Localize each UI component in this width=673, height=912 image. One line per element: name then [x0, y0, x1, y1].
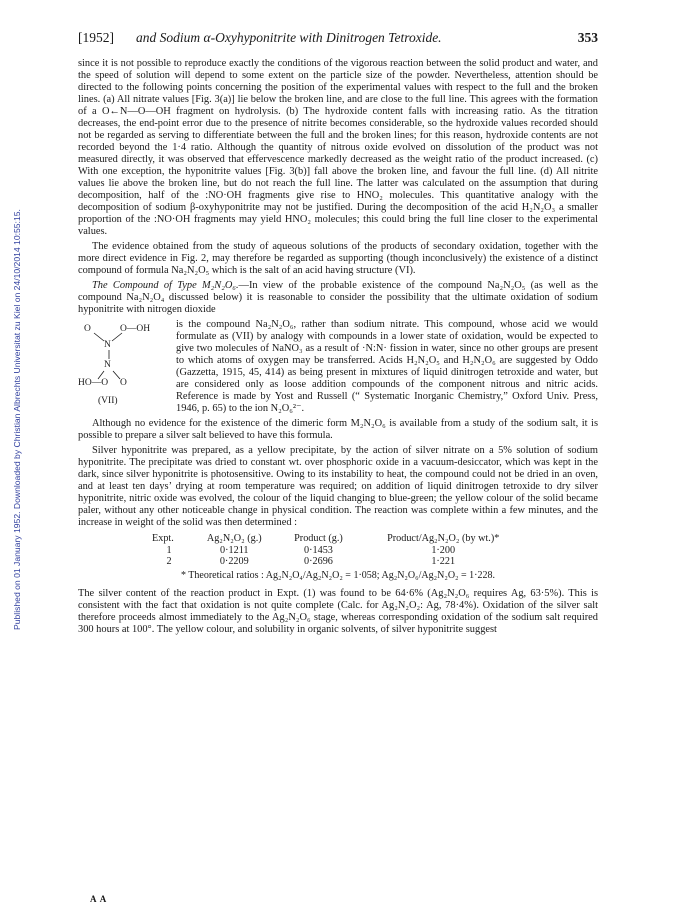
atom-o-bottom-right: O [120, 378, 127, 388]
col-ratio: Product/Ag₂N₂O₂ (by wt.)* [387, 533, 500, 544]
atom-n-top: N [104, 340, 111, 350]
table-footnote: * Theoretical ratios : Ag₂N₂O₄/Ag₂N₂O₂ = 1·058; Ag₂N₂O₆/Ag₂N₂O₂ = 1·228. [180, 569, 495, 581]
signature-mark: A A [90, 894, 108, 904]
atom-n-bottom: N [104, 360, 111, 370]
page-number: 353 [577, 30, 598, 45]
structure-label: (VII) [98, 396, 118, 406]
paragraph-experimental: Silver hyponitrite was prepared, as a yellow precipitate, by the action of silver nitrate on a 5% solution of sodium hyponitrite. The precipitate was dried to constant wt. over phosphoric oxide in a vacuum-desiccator, which was kept in the dark, since silver hyponitrite is photosensitive. Owing to its instability to heat, the compound could not be dried in an oven, and at least ten days’ drying at room temperature was required; on addition of liquid dinitrogen tetroxide to dry silver hyponitrite, nitric oxide was evolved, the colour of the liquid changing to blue-green; the yellow colour of the solid became paler, without any other noticeable change in physical condition. The reaction was complete within a few minutes, and the increase in weight of the solid was then determined : [78, 445, 598, 528]
download-watermark [2, 110, 22, 630]
header-year: [1952] [78, 30, 114, 45]
table-cell: 0·2696 [304, 556, 333, 567]
table-cell: 1·221 [431, 556, 456, 567]
running-header [78, 30, 598, 48]
section-lead: —In view of the probable existence of the compound Na₂N₂O₅ (as well as the compound Na₂N₂O₄ discussed below) it is reasonable to consider the possibility that the ultimate oxidation of sodium hyponitrite with nitrogen dioxide [78, 280, 598, 315]
table-cell: 0·1453 [304, 544, 333, 556]
col-product: Product (g.) [294, 533, 343, 544]
table-cell: 0·1211 [220, 544, 249, 556]
article-body [78, 58, 598, 639]
paragraph-silver-content: The silver content of the reaction product in Expt. (1) was found to be 64·6% (Ag₂N₂O₆ requires Ag, 63·5%). This is consistent with the fact that oxidation is not quite complete (Calc. for Ag₂N₂O₂: Ag, 78·4%). Oxidation of the silver salt therefore proceeds almost immediately to the Ag₂N₂O₆ stage, whereas corresponding oxidation of the sodium salt required 300 hours at 100°. The yellow colour, and solubility in organic solvents, of silver hyponitrite suggest [78, 587, 598, 635]
atom-ho-o: HO—O [78, 378, 109, 388]
section-heading: The Compound of Type M₂N₂O₆. [92, 280, 239, 291]
atom-o-top-left: O [84, 324, 91, 334]
paragraph-compound-rest: is the compound Na₂N₂O₆, rather than sodium nitrate. This compound, whose acid we would formulate as (VII) by analogy with compounds in a lower state of oxidation, would be expected to give two molecules of NaNO₃ as a result of ·N:N· fission in water, since no other groups are present to which atoms of oxygen may be transferred. Acids H₂N₂O₅ and H₂N₂O₆ are suggested by Oddo (Gazzetta, 1915, 45, 414) as being present in mixtures of liquid dinitrogen tetroxide and water, but are considered only as loose addition compounds of the component nitrous and nitric acids. Reference is made by Yost and Russell (“ Systematic Inorganic Chemistry,” Oxford Univ. Press, 1946, p. 65) to the ion N₂O₆²⁻. [176, 319, 598, 414]
col-expt: Expt. [152, 533, 174, 544]
paragraph-silver-salt: Although no evidence for the existence of the dimeric form M₂N₂O₆ is available from a study of the sodium salt, it is possible to prepare a silver salt believed to have this formula. [78, 418, 598, 441]
table-cell: 1·200 [431, 544, 456, 556]
paragraph-evidence: The evidence obtained from the study of aqueous solutions of the products of secondary oxidation, together with the more direct evidence in Fig. 2, may therefore be regarded as supporting (though inconclusively) the existence of a distinct compound of formula Na₂N₂O₅ which is the salt of an acid having structure (VI). [78, 241, 598, 276]
paragraph-compound-type [78, 280, 598, 316]
table-cell: 1 [166, 544, 172, 556]
structure-vii-diagram [78, 321, 168, 413]
col-ag2n2o2: Ag₂N₂O₂ (g.) [206, 533, 262, 544]
paragraph-discussion: since it is not possible to reproduce exactly the conditions of the vigorous reaction between the solid product and water, and the speed of solution will depend to some extent on the particle size of the powder. Nevertheless, attention should be directed to the following points concerning the position of the experimental values with respect to the full and the broken lines. (a) All nitrate values [Fig. 3(a)] lie below the broken line, and are close to the full line. This agrees with the formation of a O←N—O—OH fragment on hydrolysis. (b) The hydroxide content falls with increasing ratio. As the titration decreases, the end-point error due to the presence of nitrite becomes considerable, so the hydroxide values recorded should not be regarded as serving to differentiate between the full and the broken lines; for this reason, hydroxide contents are not recorded beyond the 1·4 ratio. Although the quantity of nitrous oxide evolved on dissolution of the product was not measured directly, it was observed that effervescence markedly decreased as the weight ratio of the product increased. (c) With one exception, the hyponitrite values [Fig. 3(b)] fall above the broken line, and favour the full line. (d) All nitrite values lie above the broken line, but do not reach the full line. The latter was calculated on the assumption that during decomposition, half of the :NO·OH fragments give rise to HNO₂ molecules. This quantitative analogy with the decomposition of sodium β-oxyhyponitrite may not be justified. During the decomposition of the acid H₂N₂O₃ a smaller proportion of the :NO·OH fragments may yield HNO₂ molecules; this could bring the full line closer to the experimental values. [78, 58, 598, 237]
table-cell: 0·2209 [219, 556, 249, 567]
results-table [148, 533, 528, 568]
download-watermark-text: Published on 01 January 1952. Downloaded by Christian Albrechts Universitat zu Kiel on 24/10/2014 10:55:15. [12, 209, 22, 630]
table-row [148, 556, 528, 568]
table-cell: 2 [166, 556, 172, 567]
table-header-row [148, 533, 528, 545]
atom-o-oh: O—OH [120, 324, 151, 334]
table-row [148, 545, 528, 557]
header-title: and Sodium α-Oxyhyponitrite with Dinitrogen Tetroxide. [136, 30, 442, 45]
